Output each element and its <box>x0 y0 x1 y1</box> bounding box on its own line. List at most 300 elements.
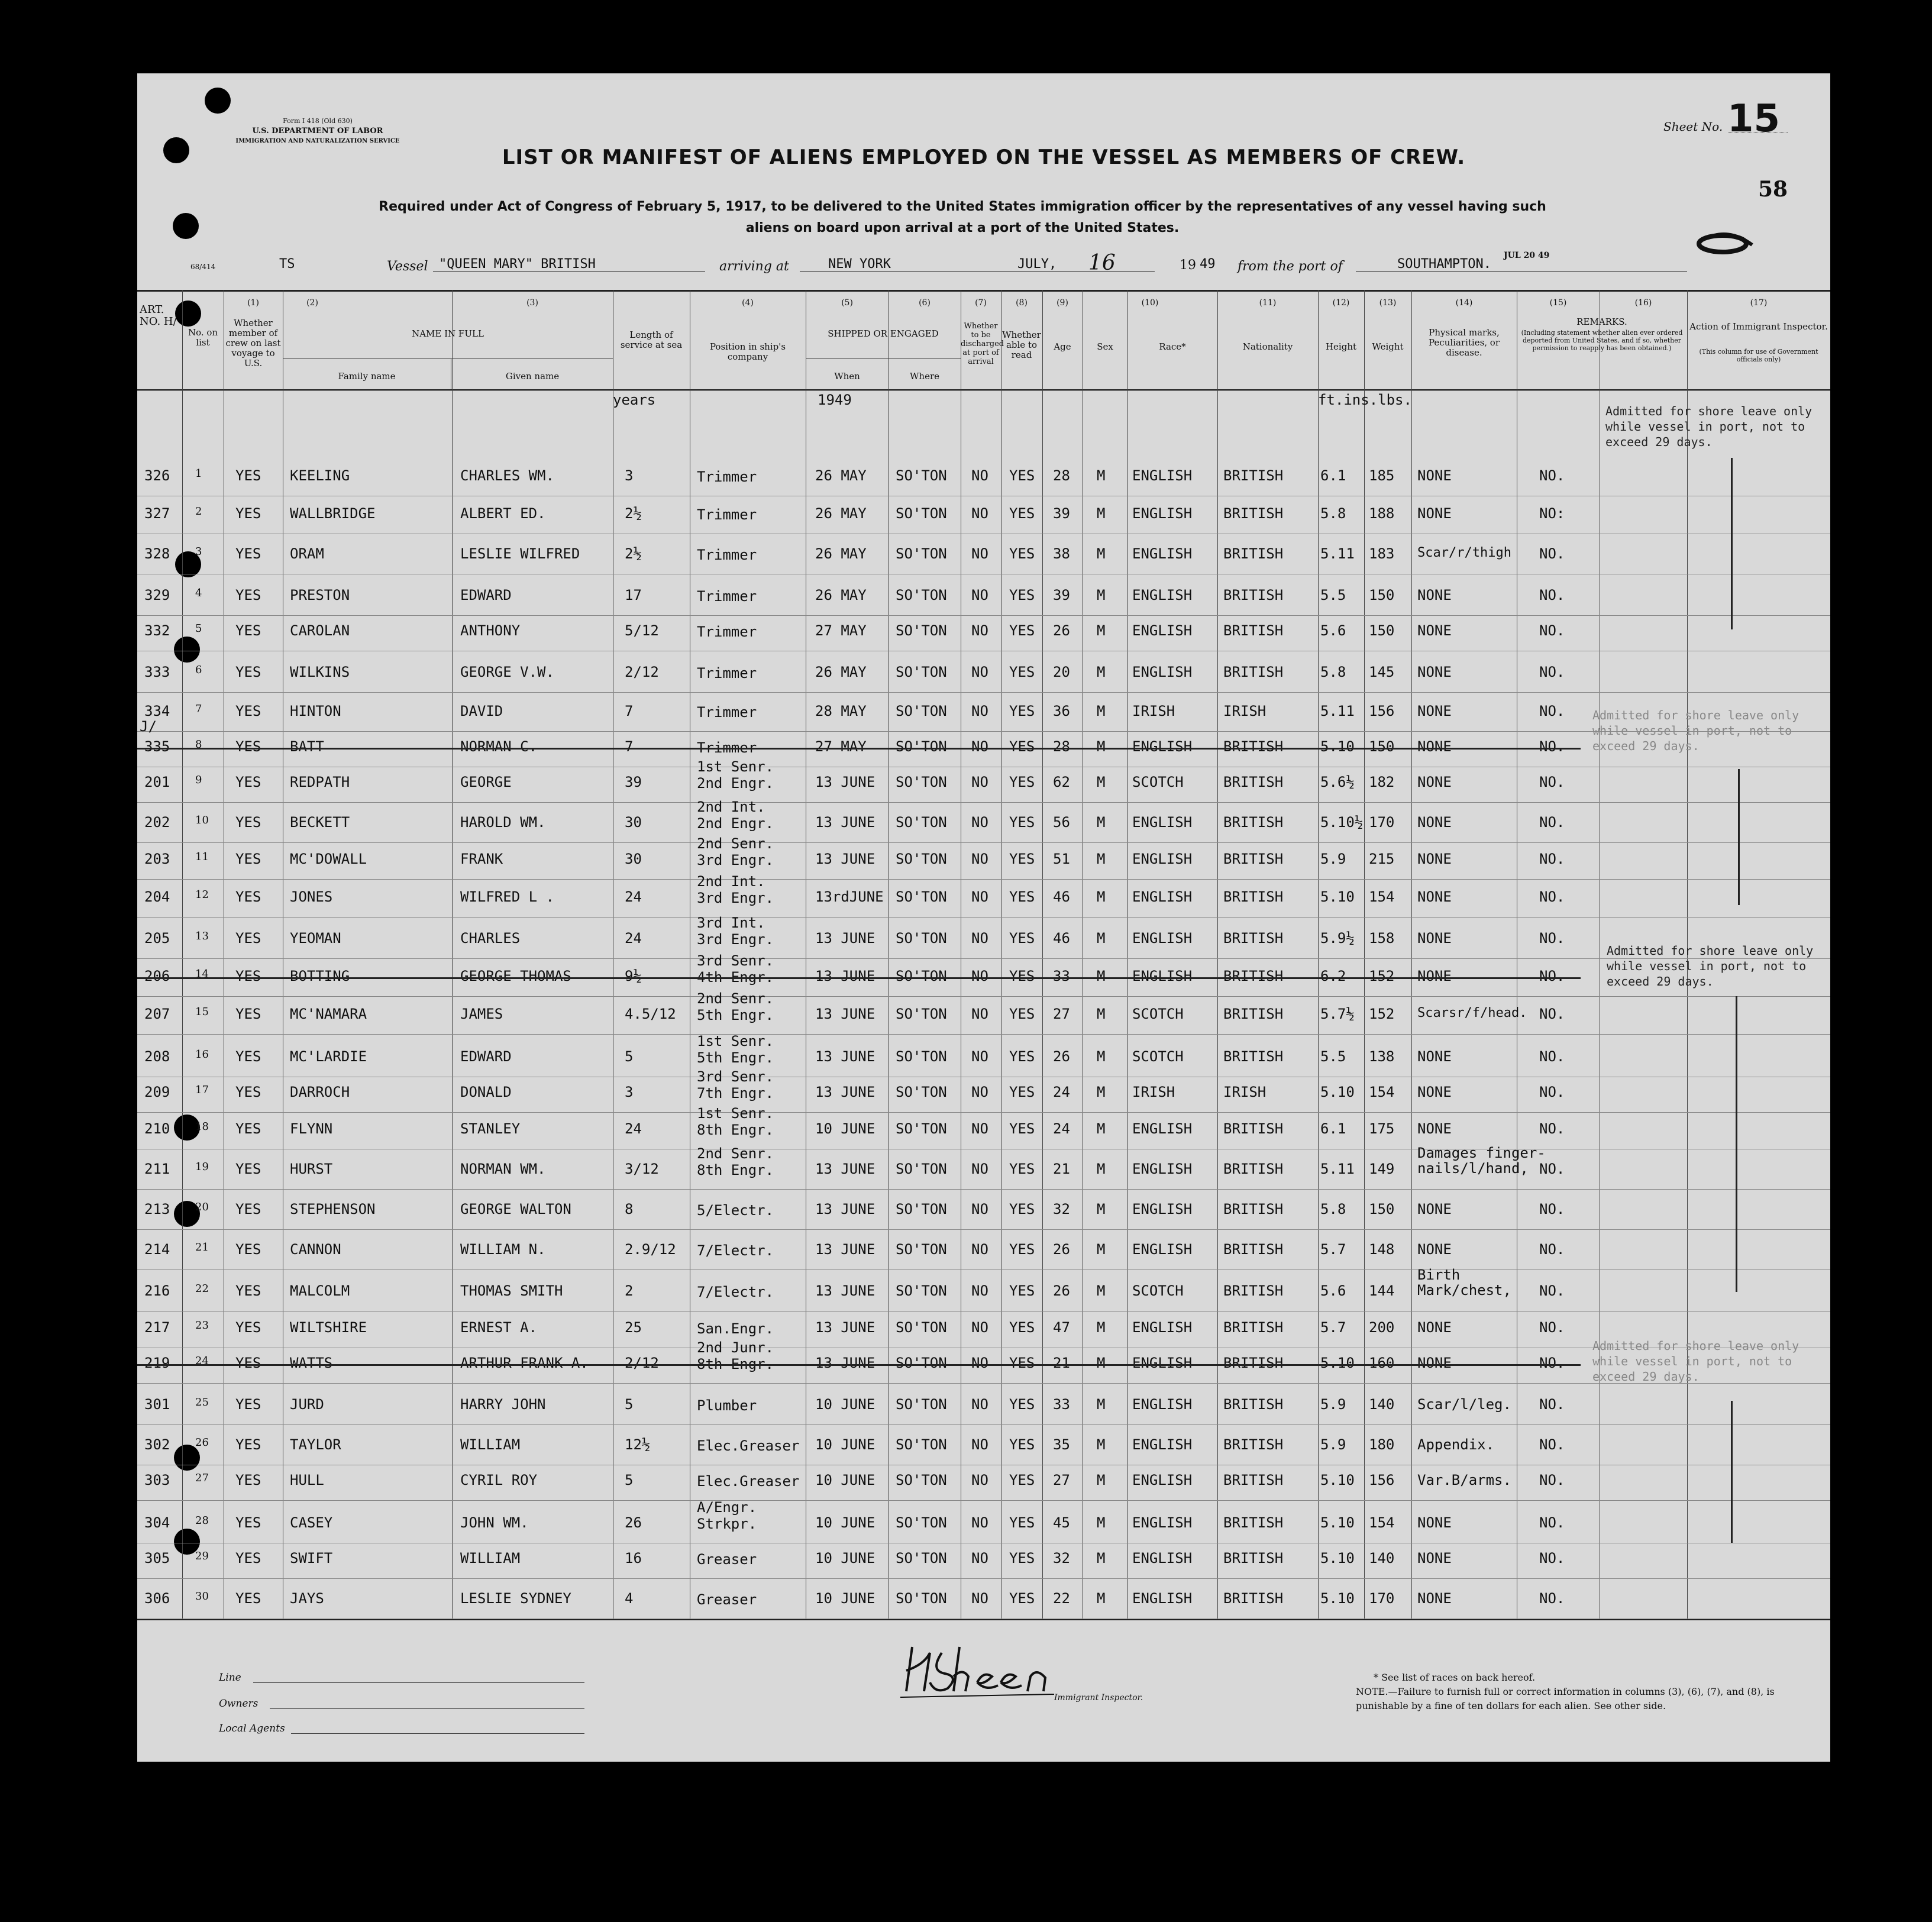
race-cell: ENGLISH <box>1132 1514 1193 1531</box>
physical-marks-cell: NONE <box>1417 703 1452 719</box>
table-row <box>137 616 1830 654</box>
sex-cell: M <box>1097 738 1106 755</box>
nationality-cell: BRITISH <box>1223 930 1284 947</box>
age-cell: 56 <box>1053 814 1070 831</box>
length-of-service-cell: 5 <box>625 1048 634 1065</box>
shipped-when-cell: 27 MAY <box>815 622 867 639</box>
shipped-where-cell: SO'TON <box>896 587 947 603</box>
physical-marks-cell: NONE <box>1417 774 1452 790</box>
line-no-cell: 30 <box>195 1590 209 1603</box>
header-remarks: REMARKS. <box>1576 316 1627 327</box>
row-rule <box>137 917 1830 918</box>
nationality-cell: BRITISH <box>1223 1201 1284 1217</box>
family-name-cell: MC'NAMARA <box>290 1006 367 1022</box>
shipped-where-cell: SO'TON <box>896 1161 947 1177</box>
shipped-when-cell: 13 JUNE <box>815 1283 875 1299</box>
header-action-note: (This column for use of Government officials only) <box>1699 348 1818 363</box>
table-row <box>137 732 1830 770</box>
height-cell: 5.9 <box>1320 1396 1346 1413</box>
sex-cell: M <box>1097 1084 1106 1100</box>
nationality-cell: IRISH <box>1223 703 1267 719</box>
physical-marks-cell: NONE <box>1417 664 1452 680</box>
height-cell: 5.8 <box>1320 664 1346 680</box>
height-cell: 5.10 <box>1320 1590 1355 1607</box>
last-voyage-cell: YES <box>235 1590 261 1607</box>
remarks-cell: NO. <box>1539 1241 1565 1258</box>
inspector-bracket <box>1738 769 1740 905</box>
weight-cell: 183 <box>1369 545 1395 562</box>
art-no-cell: 202 <box>144 814 170 831</box>
discharged-cell: NO <box>971 1241 988 1258</box>
nationality-cell: BRITISH <box>1223 1048 1284 1065</box>
shipped-where-cell: SO'TON <box>896 1084 947 1100</box>
position-cell: Trimmer <box>697 739 757 756</box>
art-no-cell: 303 <box>144 1472 170 1488</box>
position-cell: 8th Engr. <box>697 1122 774 1138</box>
last-voyage-cell: YES <box>235 814 261 831</box>
art-no-cell: 206 <box>144 968 170 984</box>
row-rule <box>137 1112 1830 1113</box>
able-to-read-cell: YES <box>1009 622 1035 639</box>
age-cell: 28 <box>1053 467 1070 484</box>
weight-cell: 175 <box>1369 1120 1395 1137</box>
height-cell: 6.1 <box>1320 467 1346 484</box>
age-cell: 21 <box>1053 1355 1070 1371</box>
inspector-caption: Immigrant Inspector. <box>1054 1693 1143 1703</box>
weight-cell: 185 <box>1369 467 1395 484</box>
col-num: (1) <box>247 298 259 308</box>
sheet-number: 15 <box>1727 97 1781 141</box>
able-to-read-cell: YES <box>1009 664 1035 680</box>
row-rule <box>137 1578 1830 1579</box>
footer-note-penalty: NOTE.—Failure to furnish full or correct information in columns (3), (6), (7), and (8), is punishable by a fine of ten dollars for each alien. See other side. <box>1356 1686 1775 1711</box>
weight-cell: 156 <box>1369 1472 1395 1488</box>
last-voyage-cell: YES <box>235 968 261 984</box>
height-cell: 5.5 <box>1320 1048 1346 1065</box>
line-no-cell: 2 <box>195 505 202 518</box>
shipped-when-cell: 13 JUNE <box>815 1201 875 1217</box>
able-to-read-cell: YES <box>1009 1084 1035 1100</box>
given-name-cell: JAMES <box>460 1006 503 1022</box>
physical-marks-cell: NONE <box>1417 851 1452 867</box>
col-num: (16) <box>1634 298 1652 308</box>
weight-cell: 145 <box>1369 664 1395 680</box>
given-name-cell: GEORGE THOMAS <box>460 968 571 984</box>
age-cell: 39 <box>1053 587 1070 603</box>
physical-marks-cell: NONE <box>1417 622 1452 639</box>
document-title: LIST OR MANIFEST OF ALIENS EMPLOYED ON THE VESSEL AS MEMBERS OF CREW. <box>502 146 1466 169</box>
given-name-cell: GEORGE <box>460 774 512 790</box>
last-voyage-cell: YES <box>235 703 261 719</box>
shipped-when-cell: 10 JUNE <box>815 1396 875 1413</box>
length-of-service-cell: 3 <box>625 1084 634 1100</box>
family-name-cell: CASEY <box>290 1514 333 1531</box>
nationality-cell: BRITISH <box>1223 664 1284 680</box>
row-rule <box>137 996 1830 997</box>
last-voyage-cell: YES <box>235 738 261 755</box>
physical-marks-cell: NONE <box>1417 889 1452 905</box>
length-of-service-cell: 12½ <box>625 1436 651 1453</box>
art-no-cell: 219 <box>144 1355 170 1371</box>
given-name-cell: DAVID <box>460 703 503 719</box>
art-no-cell: 216 <box>144 1283 170 1299</box>
shipped-where-cell: SO'TON <box>896 1355 947 1371</box>
age-cell: 33 <box>1053 968 1070 984</box>
art-no-cell: 305 <box>144 1550 170 1566</box>
remarks-cell: NO. <box>1539 968 1565 984</box>
art-no-cell: 334 <box>144 703 170 719</box>
line-no-cell: 1 <box>195 467 202 480</box>
age-cell: 26 <box>1053 1241 1070 1258</box>
age-cell: 38 <box>1053 545 1070 562</box>
remarks-cell: NO. <box>1539 545 1565 562</box>
arriving-label: arriving at <box>719 259 789 274</box>
race-cell: ENGLISH <box>1132 814 1193 831</box>
nationality-cell: BRITISH <box>1223 1006 1284 1022</box>
page-number: 58 <box>1758 177 1788 202</box>
sex-cell: M <box>1097 1355 1106 1371</box>
remarks-cell: NO. <box>1539 1006 1565 1022</box>
discharged-cell: NO <box>971 1319 988 1336</box>
shipped-when-cell: 13 JUNE <box>815 930 875 947</box>
race-cell: ENGLISH <box>1132 1550 1193 1566</box>
shipped-where-cell: SO'TON <box>896 1550 947 1566</box>
weight-cell: 150 <box>1369 622 1395 639</box>
arrival-year: 49 <box>1200 257 1216 272</box>
header-height: Height <box>1325 341 1357 352</box>
last-voyage-cell: YES <box>235 1436 261 1453</box>
shipped-where-cell: SO'TON <box>896 1006 947 1022</box>
position-cell: Elec.Greaser <box>697 1438 800 1454</box>
family-name-cell: MC'DOWALL <box>290 851 367 867</box>
sex-cell: M <box>1097 545 1106 562</box>
age-cell: 26 <box>1053 1048 1070 1065</box>
length-of-service-cell: 4.5/12 <box>625 1006 676 1022</box>
discharged-cell: NO <box>971 1514 988 1531</box>
nationality-cell: BRITISH <box>1223 622 1284 639</box>
able-to-read-cell: YES <box>1009 1396 1035 1413</box>
art-no-cell: 329 <box>144 587 170 603</box>
able-to-read-cell: YES <box>1009 968 1035 984</box>
line-no-cell: 29 <box>195 1550 209 1562</box>
able-to-read-cell: YES <box>1009 1472 1035 1488</box>
header-sex: Sex <box>1097 341 1113 352</box>
discharged-cell: NO <box>971 1161 988 1177</box>
length-of-service-cell: 24 <box>625 1120 642 1137</box>
given-name-cell: GEORGE V.W. <box>460 664 554 680</box>
shipped-when-cell: 13 JUNE <box>815 1161 875 1177</box>
col-num: (2) <box>306 298 318 308</box>
height-cell: 5.10 <box>1320 1355 1355 1371</box>
last-voyage-cell: YES <box>235 1355 261 1371</box>
vessel-info <box>137 251 1830 278</box>
remarks-shore-leave: Admitted for shore leave only while vessel in port, not to exceed 29 days. <box>1605 404 1813 449</box>
length-of-service-cell: 7 <box>625 738 634 755</box>
last-voyage-cell: YES <box>235 1161 261 1177</box>
last-voyage-cell: YES <box>235 1048 261 1065</box>
given-name-cell: ERNEST A. <box>460 1319 538 1336</box>
row-rule <box>137 1424 1830 1425</box>
col-num: (14) <box>1455 298 1473 308</box>
position-line1-cell: 3rd Senr. <box>697 1068 774 1085</box>
table-row <box>137 1033 1830 1080</box>
nationality-cell: BRITISH <box>1223 1436 1284 1453</box>
units-years: years <box>613 392 656 408</box>
position-cell: 3rd Engr. <box>697 852 774 868</box>
header-action: Action of Immigrant Inspector. <box>1689 321 1828 332</box>
last-voyage-cell: YES <box>235 1120 261 1137</box>
art-no-cell: 214 <box>144 1241 170 1258</box>
discharged-cell: NO <box>971 1048 988 1065</box>
remarks-cell: NO. <box>1539 1161 1565 1177</box>
family-name-cell: MC'LARDIE <box>290 1048 367 1065</box>
given-name-cell: EDWARD <box>460 1048 512 1065</box>
last-voyage-cell: YES <box>235 1241 261 1258</box>
col-num: (9) <box>1057 298 1068 308</box>
line-no-cell: 21 <box>195 1241 209 1254</box>
shipped-where-cell: SO'TON <box>896 851 947 867</box>
last-voyage-cell: YES <box>235 1514 261 1531</box>
line-no-cell: 10 <box>195 814 209 826</box>
vessel-underline <box>433 271 705 272</box>
art-no-cell: 213 <box>144 1201 170 1217</box>
family-name-cell: KEELING <box>290 467 350 484</box>
row-rule <box>137 958 1830 959</box>
remarks-shore-leave: Admitted for shore leave only while vessel in port, not to exceed 29 days. <box>1607 944 1814 989</box>
height-cell: 5.6 <box>1320 1283 1346 1299</box>
discharged-cell: NO <box>971 1472 988 1488</box>
art-no-cell: 304 <box>144 1514 170 1531</box>
given-name-cell: CHARLES WM. <box>460 467 554 484</box>
form-info <box>220 116 415 146</box>
discharged-cell: NO <box>971 1550 988 1566</box>
shipped-where-cell: SO'TON <box>896 1396 947 1413</box>
discharged-cell: NO <box>971 1283 988 1299</box>
age-cell: 51 <box>1053 851 1070 867</box>
discharged-cell: NO <box>971 814 988 831</box>
race-cell: ENGLISH <box>1132 889 1193 905</box>
shipped-when-cell: 13 JUNE <box>815 1355 875 1371</box>
position-cell: 5th Engr. <box>697 1007 774 1023</box>
shipped-when-cell: 27 MAY <box>815 738 867 755</box>
remarks-cell: NO. <box>1539 1120 1565 1137</box>
last-voyage-cell: YES <box>235 1319 261 1336</box>
art-no-cell: 333 <box>144 664 170 680</box>
able-to-read-cell: YES <box>1009 467 1035 484</box>
table-header-bottom <box>137 389 1830 391</box>
remarks-cell: NO. <box>1539 1084 1565 1100</box>
length-of-service-cell: 24 <box>625 889 642 905</box>
remarks-cell: NO. <box>1539 1319 1565 1336</box>
race-cell: ENGLISH <box>1132 622 1193 639</box>
position-cell: Trimmer <box>697 469 757 485</box>
age-cell: 22 <box>1053 1590 1070 1607</box>
family-name-cell: HINTON <box>290 703 341 719</box>
position-cell: Greaser <box>697 1591 757 1608</box>
line-no-cell: 7 <box>195 703 202 715</box>
departure-port: SOUTHAMPTON. <box>1397 257 1491 272</box>
family-name-cell: BATT <box>290 738 324 755</box>
given-name-cell: WILFRED L . <box>460 889 554 905</box>
given-name-cell: THOMAS SMITH <box>460 1283 563 1299</box>
last-voyage-cell: YES <box>235 1396 261 1413</box>
table-row <box>137 1195 1830 1233</box>
age-cell: 35 <box>1053 1436 1070 1453</box>
sex-cell: M <box>1097 703 1106 719</box>
line-no-cell: 14 <box>195 968 209 980</box>
weight-cell: 152 <box>1369 1006 1395 1022</box>
sex-cell: M <box>1097 889 1106 905</box>
weight-cell: 150 <box>1369 738 1395 755</box>
line-no-cell: 25 <box>195 1396 209 1409</box>
able-to-read-cell: YES <box>1009 1550 1035 1566</box>
nationality-cell: IRISH <box>1223 1084 1267 1100</box>
sex-cell: M <box>1097 1120 1106 1137</box>
position-cell: 8th Engr. <box>697 1162 774 1178</box>
footer-owners-label: Owners <box>219 1698 259 1710</box>
line-no-cell: 6 <box>195 664 202 676</box>
able-to-read-cell: YES <box>1009 774 1035 790</box>
position-cell: Trimmer <box>697 547 757 563</box>
line-no-cell: 23 <box>195 1319 209 1332</box>
position-line1-cell: A/Engr. <box>697 1499 757 1516</box>
art-no-cell: 203 <box>144 851 170 867</box>
remarks-cell: NO: <box>1539 505 1565 522</box>
position-line1-cell: 2nd Junr. <box>697 1339 774 1356</box>
inspector-signature <box>889 1635 1066 1706</box>
able-to-read-cell: YES <box>1009 1355 1035 1371</box>
remarks-cell: NO. <box>1539 1396 1565 1413</box>
discharged-cell: NO <box>971 930 988 947</box>
nationality-cell: BRITISH <box>1223 1396 1284 1413</box>
line-no-cell: 27 <box>195 1472 209 1484</box>
weight-cell: 156 <box>1369 703 1395 719</box>
art-no-cell: 302 <box>144 1436 170 1453</box>
last-voyage-cell: YES <box>235 1084 261 1100</box>
remarks-cell: NO. <box>1539 738 1565 755</box>
able-to-read-cell: YES <box>1009 505 1035 522</box>
remarks-cell: NO. <box>1539 814 1565 831</box>
position-cell: San.Engr. <box>697 1320 774 1337</box>
shipped-where-cell: SO'TON <box>896 1201 947 1217</box>
length-of-service-cell: 3 <box>625 467 634 484</box>
shipped-subline <box>806 358 961 359</box>
position-cell: 7/Electr. <box>697 1284 774 1300</box>
able-to-read-cell: YES <box>1009 1201 1035 1217</box>
height-cell: 5.7 <box>1320 1241 1346 1258</box>
race-cell: ENGLISH <box>1132 664 1193 680</box>
sex-cell: M <box>1097 1319 1106 1336</box>
art-no-cell: 210 <box>144 1120 170 1137</box>
port-underline <box>1356 271 1687 272</box>
family-name-cell: WILKINS <box>290 664 350 680</box>
weight-cell: 154 <box>1369 1084 1395 1100</box>
age-cell: 28 <box>1053 738 1070 755</box>
sex-cell: M <box>1097 1283 1106 1299</box>
table-row <box>137 1499 1830 1546</box>
art-no-cell: 327 <box>144 505 170 522</box>
art-no-cell: 332 <box>144 622 170 639</box>
family-name-cell: WILTSHIRE <box>290 1319 367 1336</box>
from-port-label: from the port of <box>1238 259 1343 274</box>
position-line1-cell: 3rd Int. <box>697 915 765 931</box>
discharged-cell: NO <box>971 774 988 790</box>
art-no-cell: 207 <box>144 1006 170 1022</box>
arrival-month: JULY, <box>1017 257 1057 272</box>
last-voyage-cell: YES <box>235 1472 261 1488</box>
line-no-cell: 15 <box>195 1006 209 1018</box>
race-cell: ENGLISH <box>1132 467 1193 484</box>
col-num: (6) <box>919 298 931 308</box>
weight-cell: 140 <box>1369 1550 1395 1566</box>
position-cell: 4th Engr. <box>697 969 774 986</box>
height-cell: 5.9½ <box>1320 930 1355 947</box>
footer-note-races: * See list of races on back hereof. <box>1374 1672 1536 1683</box>
header-last-voyage: Whether member of crew on last voyage to U.S. <box>225 318 281 369</box>
nationality-cell: BRITISH <box>1223 968 1284 984</box>
given-name-cell: LESLIE SYDNEY <box>460 1590 571 1607</box>
weight-cell: 140 <box>1369 1396 1395 1413</box>
able-to-read-cell: YES <box>1009 1120 1035 1137</box>
row-rule <box>137 731 1830 732</box>
sex-cell: M <box>1097 1590 1106 1607</box>
row-rule <box>137 615 1830 616</box>
weight-cell: 215 <box>1369 851 1395 867</box>
footer-line-field <box>253 1682 584 1683</box>
position-cell: 2nd Engr. <box>697 775 774 792</box>
position-cell: Trimmer <box>697 588 757 605</box>
length-of-service-cell: 26 <box>625 1514 642 1531</box>
footer-notes <box>1356 1671 1805 1713</box>
table-row <box>137 873 1830 920</box>
last-voyage-cell: YES <box>235 774 261 790</box>
length-of-service-cell: 25 <box>625 1319 642 1336</box>
art-no-cell: 209 <box>144 1084 170 1100</box>
sheet-no-label: Sheet No. <box>1663 119 1723 134</box>
sex-cell: M <box>1097 505 1106 522</box>
remarks-cell: NO. <box>1539 1514 1565 1531</box>
nationality-cell: BRITISH <box>1223 1514 1284 1531</box>
sex-cell: M <box>1097 930 1106 947</box>
line-no-cell: 16 <box>195 1048 209 1061</box>
remarks-cell: NO. <box>1539 664 1565 680</box>
shipped-where-cell: SO'TON <box>896 1319 947 1336</box>
length-of-service-cell: 2½ <box>625 505 642 522</box>
header-discharged: Whether to be discharged at port of arrival <box>961 322 1004 366</box>
nationality-cell: BRITISH <box>1223 1355 1284 1371</box>
able-to-read-cell: YES <box>1009 703 1035 719</box>
given-name-cell: ARTHUR FRANK A. <box>460 1355 589 1371</box>
height-cell: 5.11 <box>1320 703 1355 719</box>
weight-cell: 150 <box>1369 587 1395 603</box>
table-row <box>137 658 1830 696</box>
department: U.S. DEPARTMENT OF LABOR <box>252 127 383 135</box>
table-row <box>137 1339 1830 1387</box>
discharged-cell: NO <box>971 1436 988 1453</box>
race-cell: ENGLISH <box>1132 930 1193 947</box>
remarks-shore-leave-faint: Admitted for shore leave only while vessel in port, not to exceed 29 days. <box>1592 708 1799 753</box>
given-name-cell: CHARLES <box>460 930 521 947</box>
length-of-service-cell: 17 <box>625 587 642 603</box>
height-cell: 5.9 <box>1320 1436 1346 1453</box>
name-subline <box>283 358 613 359</box>
race-cell: IRISH <box>1132 1084 1175 1100</box>
physical-marks-cell: NONE <box>1417 1590 1452 1607</box>
footer-agents-label: Local Agents <box>219 1723 285 1734</box>
physical-marks-cell: NONE <box>1417 467 1452 484</box>
remarks-cell: NO. <box>1539 1283 1565 1299</box>
discharged-cell: NO <box>971 664 988 680</box>
